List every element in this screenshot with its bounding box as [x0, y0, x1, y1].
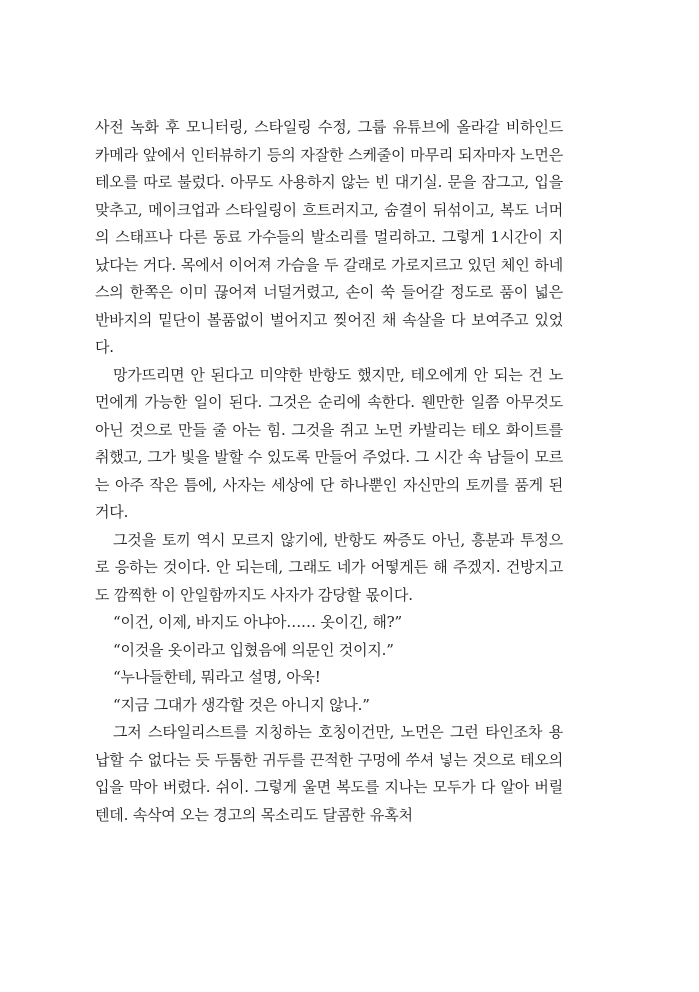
- dialogue-line-3: “누나들한테, 뭐라고 설명, 아욱!: [113, 668, 321, 686]
- paragraph-2: 망가뜨리면 안 된다고 미약한 반항도 했지만, 테오에게 안 되는 건 노먼에게 가능한 일이 된다. 그것은 순리에 속한다. 웬만한 일쯤 아무것도 아닌 것으로 만들 줄 아는 힘. 그것을 쥐고 노먼 카발리는 테오 화이트를 취했고, 그가 빛을 발할 수 있도록 만들어 주었다. 그 시간 속 남들이 모르는 아주 작은 틈에, 사자는 세상에 단 하나뿐인 자신만의 토끼를 품게 된 거다.: [95, 365, 563, 521]
- dialogue-line-1: “이건, 이제, 바지도 아냐아…… 옷이긴, 해?”: [113, 613, 402, 631]
- paragraph-3: 그것을 토끼 역시 모르지 않기에, 반항도 짜증도 아닌, 흥분과 투정으로 응하는 것이다. 안 되는데, 그래도 네가 어떻게든 해 주겠지. 건방지고도 깜찍한 이 안일함까지도 사자가 감당할 몫이다.: [95, 530, 563, 604]
- body-text: [95, 114, 563, 829]
- dialogue-line-4: “지금 그대가 생각할 것은 아니지 않나.”: [113, 695, 370, 714]
- paragraph-4: 그저 스타일리스트를 지칭하는 호칭이건만, 노먼은 그런 타인조차 용납할 수 없다는 듯 두툼한 귀두를 끈적한 구멍에 쑤셔 넣는 것으로 테오의 입을 막아 버렸다. 쉬이. 그렇게 울면 복도를 지나는 모두가 다 알아 버릴 텐데. 속삭여 오는 경고의 목소리도 달콤한 유혹처: [95, 723, 563, 824]
- dialogue-line-2: “이것을 옷이라고 입혔음에 의문인 것이지.”: [113, 640, 394, 659]
- paragraph-1: 사전 녹화 후 모니터링, 스타일링 수정, 그룹 유튜브에 올라갈 비하인드 카메라 앞에서 인터뷰하기 등의 자잘한 스케줄이 마무리 되자마자 노먼은 테오를 따로 불렀다. 아무도 사용하지 않는 빈 대기실. 문을 잠그고, 입을 맞추고, 메이크업과 스타일링이 흐트러지고, 숨결이 뒤섞이고, 복도 너머의 스태프나 다른 동료 가수들의 발소리를 멀리하고. 그렇게 1시간이 지났다는 거다. 목에서 이어져 가슴을 두 갈래로 가로지르고 있던 체인 하네스의 한쪽은 이미 끊어져 너덜거렸고, 손이 쑥 들어갈 정도로 품이 넓은 반바지의 밑단이 볼품없이 벌어지고 찢어진 채 속살을 다 보여주고 있었다.: [95, 118, 563, 356]
